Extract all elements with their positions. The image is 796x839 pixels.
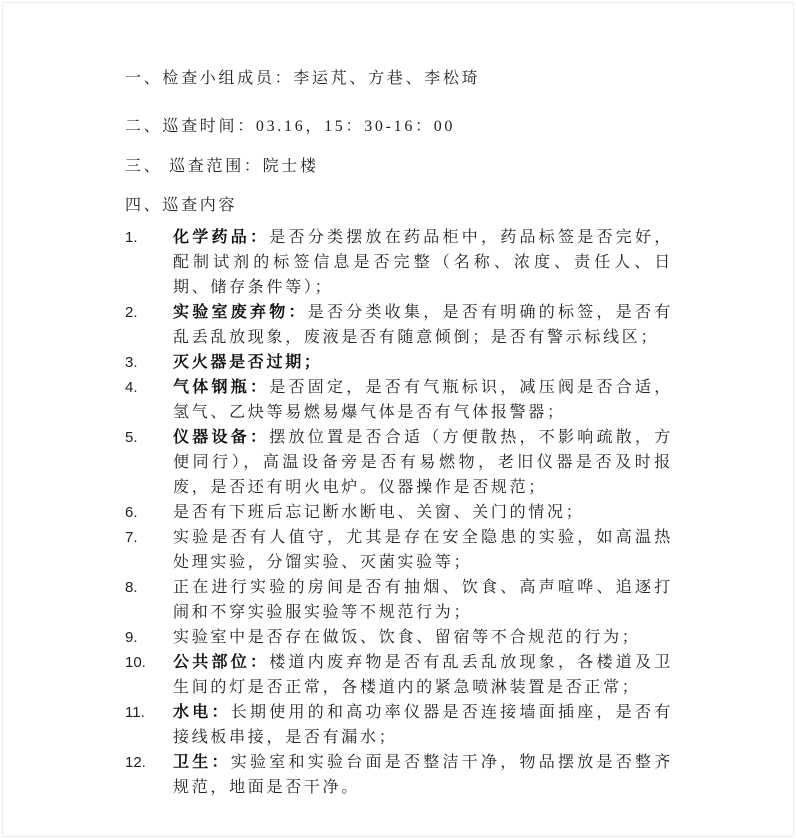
item-number: 2. (125, 304, 138, 321)
item-number: 10. (125, 654, 146, 671)
checklist-item (125, 500, 673, 525)
checklist-item (125, 375, 673, 425)
item-text: 长期使用的和高功率仪器是否连接墙面插座，是否有接线板串接，是否有漏水； (173, 704, 673, 746)
item-body (173, 225, 673, 300)
heading-inspection-content: 四、巡查内容 (125, 197, 238, 214)
item-body (173, 575, 673, 625)
checklist-item (125, 525, 673, 575)
item-body (173, 350, 673, 375)
item-body (173, 650, 673, 700)
item-lead: 灭火器是否过期； (173, 354, 323, 371)
item-lead: 公共部位： (173, 654, 270, 671)
item-body (173, 750, 673, 800)
item-lead: 实验室废弃物： (173, 304, 308, 321)
item-text: 摆放位置是否合适（方便散热，不影响疏散，方便同行），高温设备旁是否有易燃物，老旧仪器是否及时报废，是否还有明火电炉。仪器操作是否规范； (173, 429, 673, 496)
checklist-item (125, 300, 673, 350)
item-number: 8. (125, 579, 138, 596)
heading-inspection-time: 二、巡查时间：03.16，15：30-16：00 (125, 118, 456, 135)
heading-inspection-scope: 三、 巡查范围：院士楼 (125, 158, 319, 175)
document-content (3, 3, 793, 800)
item-lead: 气体钢瓶： (173, 379, 270, 396)
item-body (173, 300, 673, 350)
item-body (173, 425, 673, 500)
item-body (173, 625, 673, 650)
item-lead: 仪器设备： (173, 429, 270, 446)
item-number: 11. (125, 704, 145, 721)
item-text: 是否有下班后忘记断水断电、关窗、关门的情况； (173, 504, 585, 521)
checklist-item (125, 650, 673, 700)
checklist-item (125, 425, 673, 500)
checklist-item (125, 700, 673, 750)
item-number: 9. (125, 629, 138, 646)
item-number: 1. (125, 229, 138, 246)
item-text: 是否固定，是否有气瓶标识，减压阀是否合适，氢气、乙炔等易燃易爆气体是否有气体报警器； (173, 379, 673, 421)
item-body (173, 525, 673, 575)
checklist-item (125, 350, 673, 375)
checklist-item (125, 625, 673, 650)
document-page (2, 2, 794, 837)
item-lead: 水电： (173, 704, 231, 721)
item-lead: 卫生： (173, 754, 231, 771)
item-body (173, 500, 673, 525)
item-number: 5. (125, 429, 138, 446)
item-body (173, 375, 673, 425)
item-text: 实验室中是否存在做饭、饮食、留宿等不合规范的行为； (173, 629, 641, 646)
item-number: 12. (125, 754, 146, 771)
item-lead: 化学药品： (173, 229, 270, 246)
item-number: 7. (125, 529, 138, 546)
item-text: 正在进行实验的房间是否有抽烟、饮食、高声喧哗、追逐打闹和不穿实验服实验等不规范行为； (173, 579, 673, 621)
item-text: 实验是否有人值守，尤其是存在安全隐患的实验，如高温热处理实验，分馏实验、灭菌实验等； (173, 529, 673, 571)
checklist-item (125, 575, 673, 625)
item-text: 是否分类摆放在药品柜中，药品标签是否完好，配制试剂的标签信息是否完整（名称、浓度、责任人、日期、储存条件等）； (173, 229, 673, 296)
item-text: 实验室和实验台面是否整洁干净，物品摆放是否整齐规范，地面是否干净。 (173, 754, 673, 796)
item-text: 是否分类收集，是否有明确的标签，是否有乱丢乱放现象，废液是否有随意倾倒；是否有警示标线区； (173, 304, 673, 346)
item-text: 楼道内废弃物是否有乱丢乱放现象，各楼道及卫生间的灯是否正常，各楼道内的紧急喷淋装置是否正常； (173, 654, 673, 696)
heading-inspection-team: 一、检查小组成员：李运芃、方巷、李松琦 (125, 70, 481, 87)
item-number: 4. (125, 379, 138, 396)
item-number: 3. (125, 354, 138, 371)
item-body (173, 700, 673, 750)
checklist-item (125, 750, 673, 800)
item-number: 6. (125, 504, 138, 521)
checklist (125, 225, 673, 800)
checklist-item (125, 225, 673, 300)
